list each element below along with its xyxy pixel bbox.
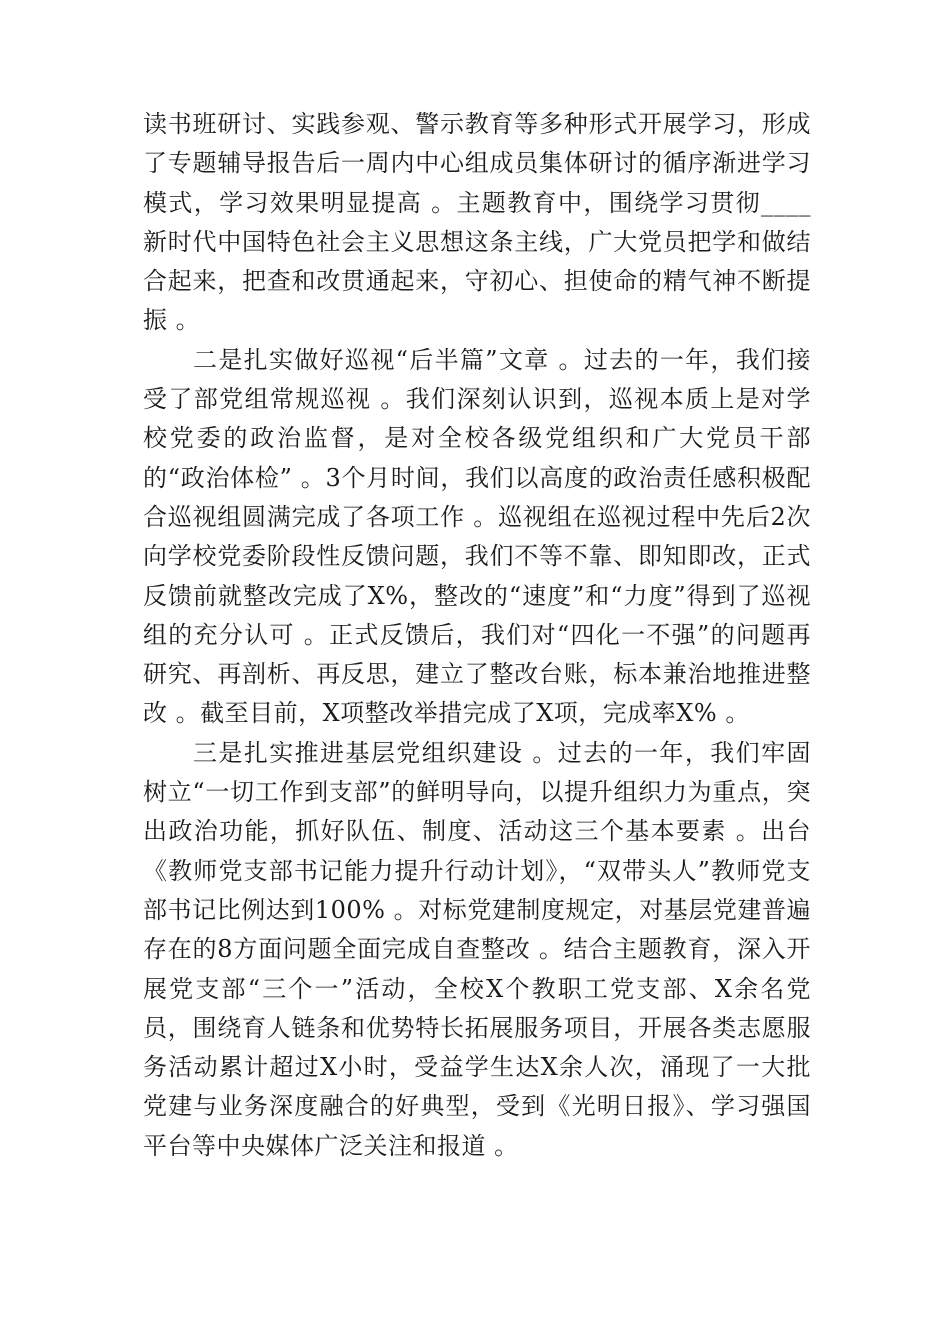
paragraph-inspection: 二是扎实做好巡视“后半篇”文章 。过去的一年，我们接受了部党组常规巡视 。我们深刻认识到，巡视本质上是对学校党委的政治监督，是对全校各级党组织和广大党员干部的“政治体检” 。3个月时间，我们以高度的政治责任感积极配合巡视组圆满完成了各项工作 。巡视组在巡视过程中先后2次向学校党委阶段性反馈问题，我们不等不靠、即知即改，正式反馈前就整改完成了X%，整改的“速度”和“力度”得到了巡视组的充分认可 。正式反馈后，我们对“四化一不强”的问题再研究、再剖析、再反思，建立了整改台账，标本兼治地推进整改 。截至目前，X项整改举措完成了X项，完成率X% 。	[143, 345, 811, 728]
body-text	[143, 105, 811, 1166]
paragraph-continuation: 读书班研讨、实践参观、警示教育等多种形式开展学习，形成了专题辅导报告后一周内中心组成员集体研讨的循序渐进学习模式，学习效果明显提高 。主题教育中，围绕学习贯彻____新时代中国特色社会主义思想这条主线，广大党员把学和做结合起来，把查和改贯通起来，守初心、担使命的精气神不断提振 。	[143, 110, 811, 335]
paragraph-grassroots: 三是扎实推进基层党组织建设 。过去的一年，我们牢固树立“一切工作到支部”的鲜明导向，以提升组织力为重点，突出政治功能，抓好队伍、制度、活动这三个基本要素 。出台《教师党支部书记能力提升行动计划》，“双带头人”教师党支部书记比例达到100% 。对标党建制度规定，对基层党建普遍存在的8方面问题全面完成自查整改 。结合主题教育，深入开展党支部“三个一”活动，全校X个教职工党支部、X余名党员，围绕育人链条和优势特长拓展服务项目，开展各类志愿服务活动累计超过X小时，受益学生达X余人次，涌现了一大批党建与业务深度融合的好典型，受到《光明日报》、学习强国平台等中央媒体广泛关注和报道 。	[143, 738, 811, 1160]
